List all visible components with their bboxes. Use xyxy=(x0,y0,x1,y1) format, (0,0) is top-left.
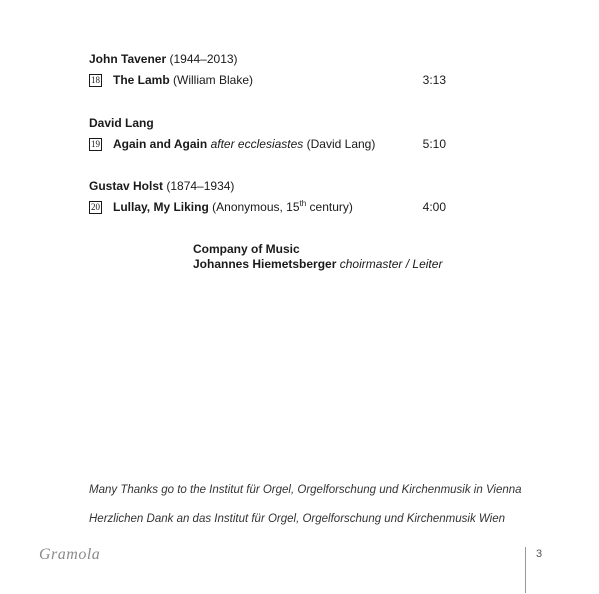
composer-name: David Lang xyxy=(89,116,154,130)
track-row xyxy=(89,200,449,215)
track-duration: 5:10 xyxy=(422,137,446,151)
composer-line xyxy=(89,179,449,194)
track-title-line xyxy=(113,137,375,152)
track-subtitle: after ecclesiastes xyxy=(210,137,304,151)
track-block xyxy=(89,179,449,215)
track-title-line xyxy=(113,73,253,88)
track-title-line xyxy=(113,200,353,215)
composer-line xyxy=(89,116,449,131)
track-number: 19 xyxy=(91,139,100,149)
track-credit: (David Lang) xyxy=(306,137,376,151)
track-title: Lullay, My Liking xyxy=(113,200,209,214)
track-title: Again and Again xyxy=(113,137,208,151)
track-block xyxy=(89,116,449,152)
ensemble-credits xyxy=(193,242,442,272)
track-credit-end: century) xyxy=(306,200,353,214)
gramola-logo: Gramola xyxy=(39,546,101,563)
track-duration: 3:13 xyxy=(422,73,446,87)
track-block xyxy=(89,52,449,88)
track-number: 20 xyxy=(91,202,100,212)
page-number: 3 xyxy=(536,548,543,560)
conductor-role: choirmaster / Leiter xyxy=(339,257,443,271)
track-number: 18 xyxy=(91,75,100,85)
composer-name: Gustav Holst xyxy=(89,179,164,193)
composer-name: John Tavener xyxy=(89,52,167,66)
track-credit xyxy=(212,200,353,214)
composer-dates: (1874–1934) xyxy=(166,179,235,193)
conductor-name: Johannes Hiemetsberger xyxy=(193,257,337,271)
composer-dates: (1944–2013) xyxy=(169,52,238,66)
track-credit-start: (Anonymous, 15 xyxy=(212,200,300,214)
track-row xyxy=(89,73,449,88)
track-row xyxy=(89,137,449,152)
conductor-line xyxy=(193,257,442,272)
track-duration: 4:00 xyxy=(422,200,446,214)
composer-line xyxy=(89,52,449,67)
footer-divider xyxy=(525,547,526,593)
track-credit: (William Blake) xyxy=(173,73,254,87)
ensemble-name: Company of Music xyxy=(193,242,300,256)
track-credit-superscript: th xyxy=(299,199,307,208)
track-title: The Lamb xyxy=(113,73,170,87)
thanks-english: Many Thanks go to the Institut für Orgel, Orgelforschung und Kirchenmusik in Vienna xyxy=(89,484,522,496)
thanks-german: Herzlichen Dank an das Institut für Orgel, Orgelforschung und Kirchenmusik Wien xyxy=(89,513,506,525)
